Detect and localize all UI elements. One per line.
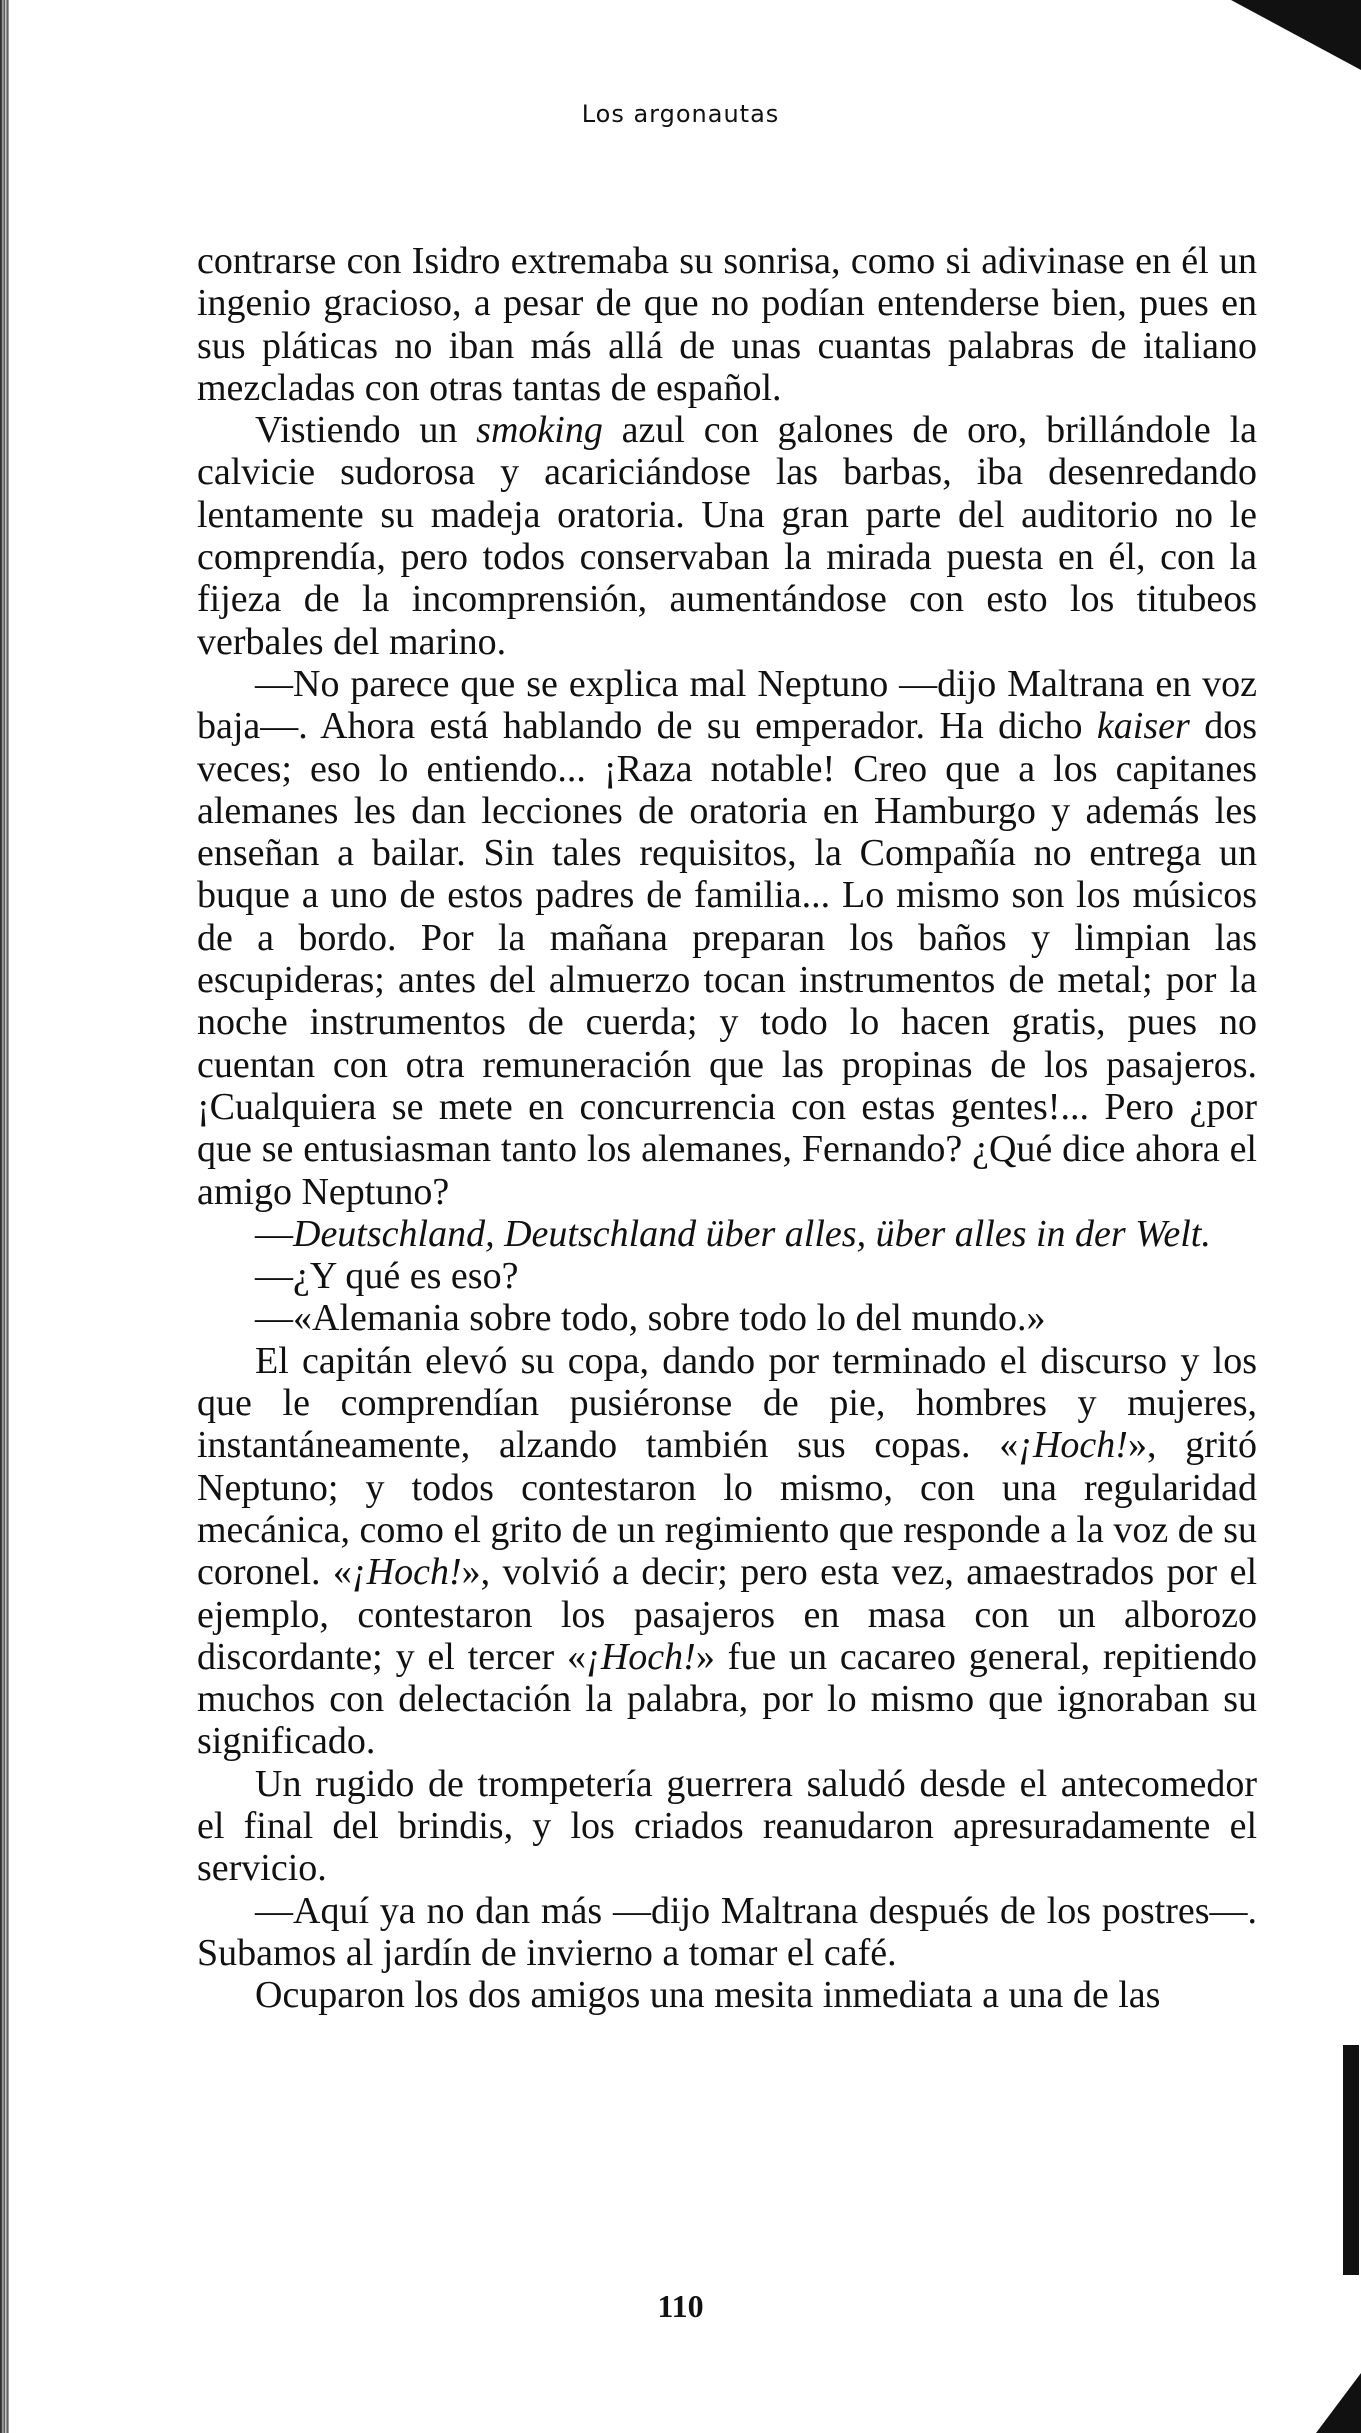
bottom-corner-scan-mark <box>1316 2373 1361 2433</box>
text-run: Un rugido de trompetería guerrera saludó desde el antecomedor el final del brindis, y los criados reanudaron apresuradamente el servicio. <box>197 1762 1257 1890</box>
text-run: », gritó Neptuno; y todos contestaron lo mismo, con una regularidad mecánica, como el grito de un regimiento que responde a la voz de su coronel. « <box>197 1424 1257 1594</box>
paragraph <box>197 1340 1257 1763</box>
dialogue-paragraph <box>197 1890 1257 1975</box>
body-text <box>197 240 1257 2016</box>
paragraph <box>197 409 1257 663</box>
italic-text: smoking <box>476 409 603 452</box>
text-run: — <box>255 1212 293 1255</box>
dialogue-paragraph <box>197 1297 1257 1339</box>
italic-text: ¡Hoch! <box>1018 1424 1128 1467</box>
running-head: Los argonautas <box>581 100 780 128</box>
paragraph <box>197 240 1257 409</box>
dialogue-paragraph <box>197 1255 1257 1297</box>
dialogue-paragraph <box>197 663 1257 1213</box>
text-run: », volvió a decir; pero esta vez, amaestrados por el ejemplo, contestaron los pasajeros en masa con un alborozo discordante; y el tercer « <box>197 1551 1257 1678</box>
text-run: Ocuparon los dos amigos una mesita inmediata a una de las <box>255 1974 1161 2017</box>
text-run: dos veces; eso lo entiendo... ¡Raza notable! Creo que a los capitanes alemanes les dan lecciones de oratoria en Hamburgo y además les enseñan a bailar. Sin tales requisitos, la Compañía no entrega un buque a uno de estos padres de familia... Lo mismo son los músicos de a bordo. Por la mañana preparan los baños y limpian las escupideras; antes del almuerzo tocan instrumentos de metal; por la noche instrumentos de cuerda; y todo lo hacen gratis, pues no cuentan con otra remuneración que las propinas de los pasajeros. ¡Cualquiera se mete en concurrencia con estas gentes!... Pero ¿por que se entusiasman tanto los alemanes, Fernando? ¿Qué dice ahora el amigo Neptuno? <box>197 705 1257 1213</box>
paragraph <box>197 1974 1257 2016</box>
text-run: —Aquí ya no dan más —dijo Maltrana después de los postres—. Subamos al jardín de invierno a tomar el café. <box>197 1889 1257 1974</box>
italic-text: ¡Hoch! <box>351 1551 462 1594</box>
page-number: 110 <box>657 2288 704 2324</box>
binding-edge <box>0 0 9 2433</box>
text-run: Vistiendo un <box>255 409 477 452</box>
italic-text: Deutschland, Deutschland über alles, über alles in der Welt. <box>293 1212 1211 1255</box>
edge-scan-mark <box>1343 2045 1359 2275</box>
text-run: » fue un cacareo general, repitiendo muchos con delectación la palabra, por lo mismo que ignoraban su significado. <box>197 1635 1257 1763</box>
text-run: azul con galones de oro, brillándole la calvicie sudorosa y acariciándose las barbas, iba desenredando lentamente su madeja oratoria. Una gran parte del auditorio no le comprendía, pero todos conservaban la mirada puesta en él, con la fijeza de la incomprensión, aumentándose con esto los titubeos verbales del marino. <box>197 409 1257 663</box>
text-run: contrarse con Isidro extremaba su sonrisa, como si adivinase en él un ingenio gracioso, a pesar de que no podían entenderse bien, pues en sus pláticas no iban más allá de unas cuantas palabras de italiano mezcladas con otras tantas de español. <box>197 240 1257 409</box>
italic-text: kaiser <box>1096 705 1190 748</box>
italic-text: ¡Hoch! <box>586 1635 696 1678</box>
dialogue-paragraph <box>197 1213 1257 1255</box>
text-run: El capitán elevó su copa, dando por terminado el discurso y los que le comprendían pusiéronse de pie, hombres y mujeres, instantáneamente, alzando también sus copas. « <box>197 1339 1257 1467</box>
text-run: —«Alemania sobre todo, sobre todo lo del mundo.» <box>255 1297 1046 1340</box>
text-run: —No parece que se explica mal Neptuno —dijo Maltrana en voz baja—. Ahora está hablando de su emperador. Ha dicho <box>197 662 1257 748</box>
paragraph <box>197 1763 1257 1890</box>
corner-scan-mark <box>1231 0 1361 70</box>
text-run: —¿Y qué es eso? <box>255 1255 519 1298</box>
